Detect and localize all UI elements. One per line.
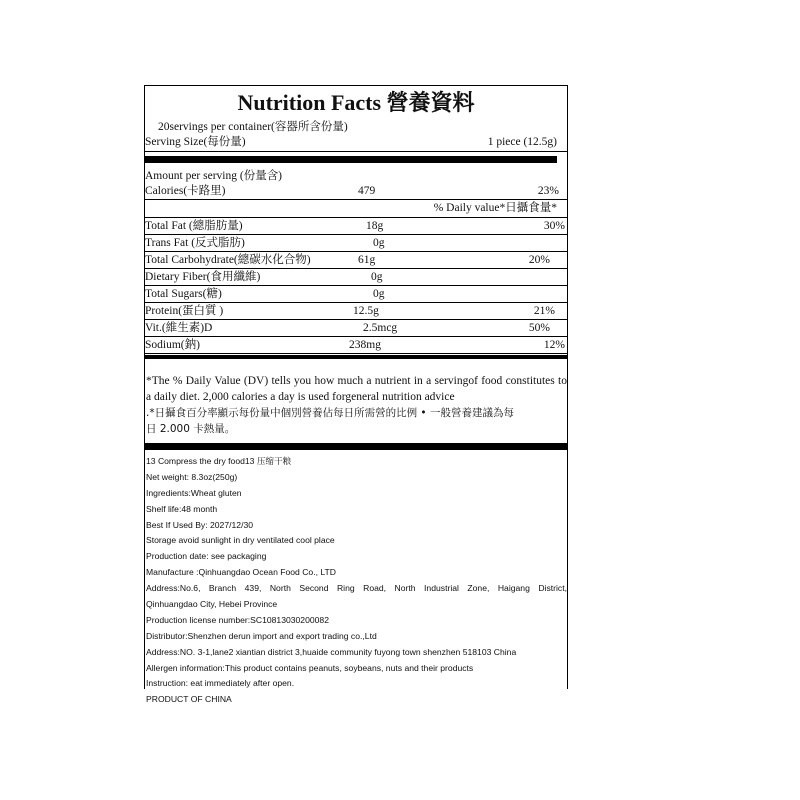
nutrient-amount: 0g — [371, 271, 383, 283]
nutrient-amount: 0g — [373, 288, 385, 300]
calories-dv: 23% — [537, 185, 559, 197]
nutrient-label: Total Carbohydrate(總碳水化合物) — [145, 254, 311, 266]
nutrient-row-total-fat — [145, 218, 567, 235]
manufacturer: Manufacture :Qinhuangdao Ocean Food Co., LTD — [146, 567, 336, 578]
nutrient-row-protein — [145, 303, 567, 320]
amount-per-serving: Amount per serving (份量含) — [145, 170, 283, 182]
best-if-used-by: Best If Used By: 2027/12/30 — [146, 519, 254, 530]
production-date: Production date: see packaging — [146, 551, 267, 562]
nutrient-dv: 50% — [528, 322, 550, 334]
daily-value-header-row — [145, 200, 567, 218]
daily-value-footnote-chinese-line-1: .*日攝食百分率顯示每份量中個別營養佔每日所需營的比例 • 一般營養建議為每 — [146, 407, 514, 419]
footnote-divider — [145, 443, 567, 450]
manufacturer-address-line-2: Qinhuangdao City, Hebei Province — [146, 599, 278, 610]
nutrient-dv: 12% — [543, 339, 565, 351]
shelf-life: Shelf life:48 month — [146, 503, 218, 514]
daily-value-footnote-chinese-line-2: 日 2.000 卡熱量。 — [146, 423, 236, 435]
calories-label: Calories(卡路里) — [145, 185, 226, 197]
servings-per-container: 20servings per container(容器所含份量) — [158, 121, 348, 133]
nutrient-row-trans-fat — [145, 235, 567, 252]
nutrient-label: Dietary Fiber(食用纖維) — [145, 271, 261, 283]
nutrient-label: Vit.(維生素)D — [145, 322, 213, 334]
nutrient-dv: 30% — [543, 220, 565, 232]
ingredients: Ingredients:Wheat gluten — [146, 487, 242, 498]
nutrient-amount: 2.5mcg — [363, 322, 398, 334]
manufacturer-address-line-1: Address:No.6, Branch 439, North Second Ring Road, North Industrial Zone, Haigang District, — [146, 583, 567, 594]
nutrient-amount: 61g — [358, 254, 376, 266]
label-title: Nutrition Facts 營養資料 — [237, 90, 475, 115]
nutrition-label — [144, 85, 568, 705]
nutrient-row-sodium — [145, 337, 567, 354]
distributor: Distributor:Shenzhen derun import and export trading co.,Ltd — [146, 630, 377, 641]
daily-value-header: % Daily value*日攝食量* — [433, 202, 557, 214]
product-name: 13 Compress the dry food13 压缩干粮 — [146, 456, 292, 466]
serving-size-label: Serving Size(每份量) — [145, 136, 246, 148]
production-license: Production license number:SC10813030200082 — [146, 614, 329, 625]
calories-row — [145, 183, 567, 200]
thick-divider — [145, 156, 557, 163]
serving-size-value: 1 piece (12.5g) — [487, 136, 557, 148]
net-weight: Net weight: 8.3oz(250g) — [146, 471, 238, 482]
distributor-address: Address:NO. 3-1,lane2 xiantian district 3,huaide community fuyong town shenzhen 518103 China — [146, 646, 517, 657]
nutrient-amount: 0g — [373, 237, 385, 249]
serving-size-row — [145, 134, 567, 152]
instruction: Instruction: eat immediately after open. — [146, 678, 295, 689]
nutrient-row-total-carbohydrate — [145, 252, 567, 269]
nutrient-dv: 21% — [533, 305, 555, 317]
storage: Storage avoid sunlight in dry ventilated cool place — [146, 535, 335, 546]
nutrient-label: Total Fat (總脂肪量) — [145, 220, 243, 232]
nutrient-dv: 20% — [528, 254, 550, 266]
allergen-information: Allergen information:This product contains peanuts, soybeans, nuts and their products — [146, 662, 474, 673]
nutrient-row-total-sugars — [145, 286, 567, 303]
nutrient-amount: 18g — [366, 220, 384, 232]
nutrient-label: Trans Fat (反式脂肪) — [145, 237, 245, 249]
product-of-china: PRODUCT OF CHINA — [146, 694, 232, 705]
nutrient-row-vitamin-d — [145, 320, 567, 337]
nutrient-label: Total Sugars(糖) — [145, 288, 222, 300]
nutrient-row-dietary-fiber — [145, 269, 567, 286]
nutrient-label: Protein(蛋白質 ) — [145, 305, 224, 317]
nutrient-amount: 238mg — [349, 339, 381, 351]
calories-amount: 479 — [358, 185, 376, 197]
nutrient-amount: 12.5g — [353, 305, 379, 317]
daily-value-footnote: *The % Daily Value (DV) tells you how much a nutrient in a servingof food constitutes to a daily diet. 2,000 calories a day is used forgeneral nutrition advice — [146, 375, 567, 403]
nutrient-label: Sodium(鈉) — [145, 339, 200, 351]
